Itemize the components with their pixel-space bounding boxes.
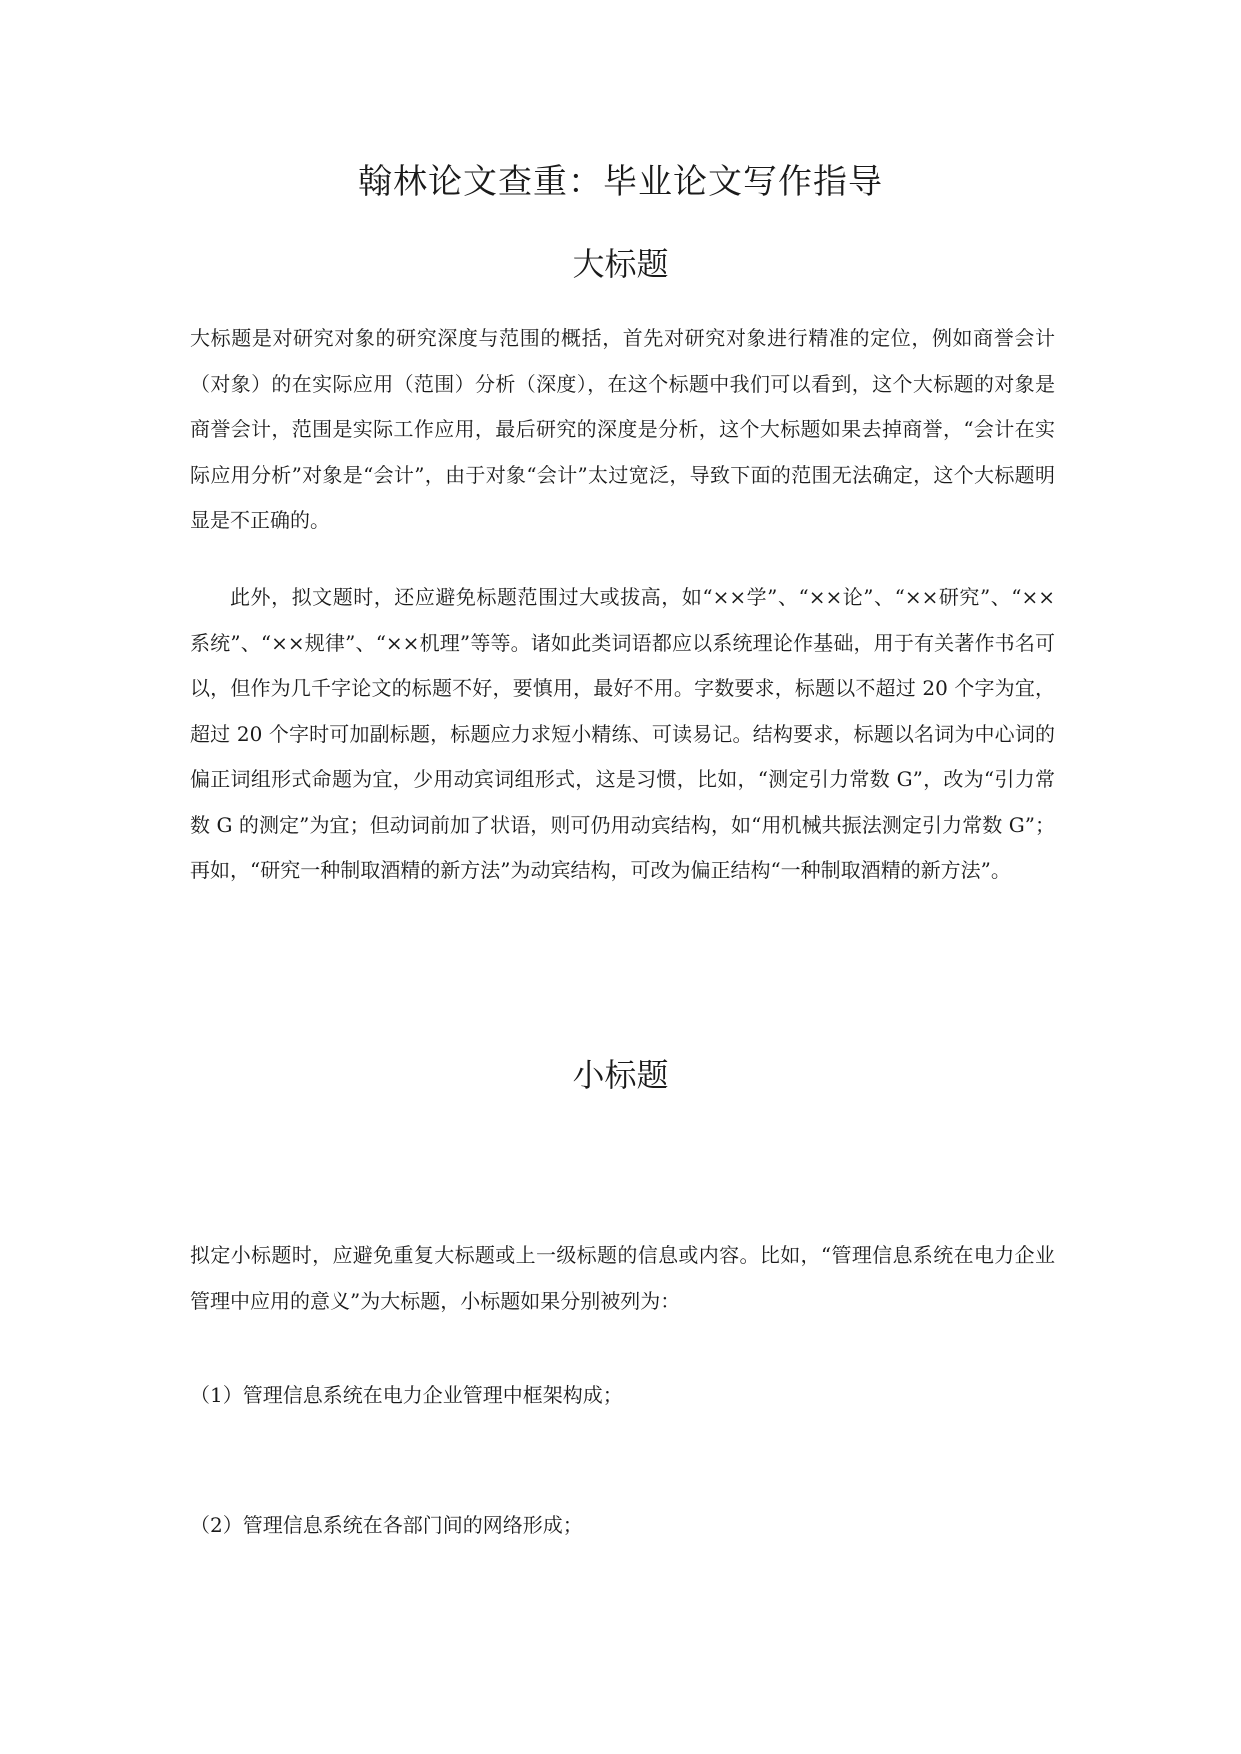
section-heading-big-title: 大标题	[572, 245, 669, 283]
list-item: （2）管理信息系统在各部门间的网络形成；	[190, 1513, 583, 1537]
paragraph-subtitle-intro: 拟定小标题时，应避免重复大标题或上一级标题的信息或内容。比如，“管理信息系统在电力企业管理中应用的意义”为大标题，小标题如果分别被列为：	[190, 1243, 1055, 1313]
section-heading-subtitle: 小标题	[572, 1056, 669, 1094]
list-item: （1）管理信息系统在电力企业管理中框架构成；	[190, 1383, 623, 1407]
document-title: 翰林论文查重：毕业论文写作指导	[358, 162, 883, 202]
paragraph-big-title-definition: 大标题是对研究对象的研究深度与范围的概括，首先对研究对象进行精准的定位，例如商誉会计（对象）的在实际应用（范围）分析（深度），在这个标题中我们可以看到，这个大标题的对象是商誉会计，范围是实际工作应用，最后研究的深度是分析，这个大标题如果去掉商誉，“会计在实际应用分析”对象是“会计”，由于对象“会计”太过宽泛，导致下面的范围无法确定，这个大标题明显是不正确的。	[190, 326, 1055, 532]
paragraph-big-title-guidance: 此外，拟文题时，还应避免标题范围过大或拔高，如“××学”、“××论”、“××研究”、“××系统”、“××规律”、“××机理”等等。诸如此类词语都应以系统理论作基础，用于有关著作书名可以，但作为几千字论文的标题不好，要慎用，最好不用。字数要求，标题以不超过 20 个字为宜，超过 20 个字时可加副标题，标题应力求短小精练、可读易记。结构要求，标题以名词为中心词的偏正词组形式命题为宜，少用动宾词组形式，这是习惯，比如，“测定引力常数 G”，改为“引力常数 G 的测定”为宜；但动词前加了状语，则可仍用动宾结构，如“用机械共振法测定引力常数 G”；再如，“研究一种制取酒精的新方法”为动宾结构，可改为偏正结构“一种制取酒精的新方法”。	[190, 585, 1055, 882]
